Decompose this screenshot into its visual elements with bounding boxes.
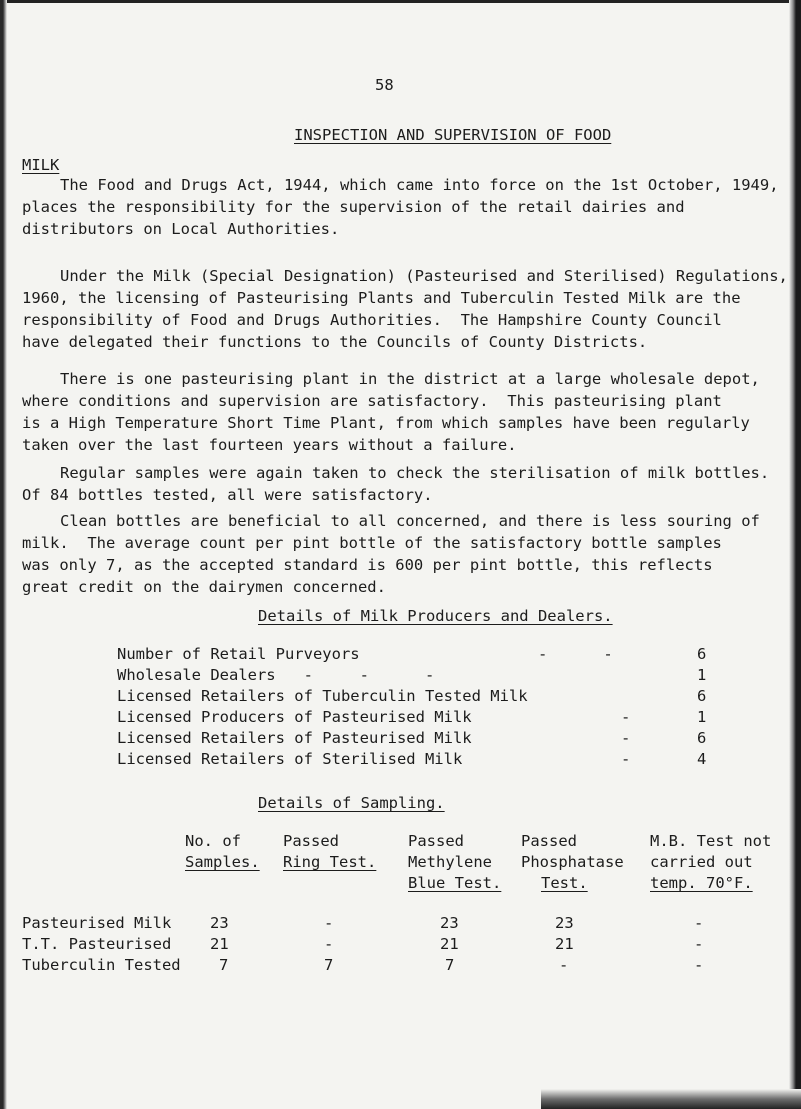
table-cell: 23 (440, 914, 459, 932)
paragraph-line: 1960, the licensing of Pasteurising Plants and Tuberculin Tested Milk are the (22, 289, 741, 307)
page-number: 58 (375, 76, 394, 94)
paragraph-line: taken over the last fourteen years without a failure. (22, 436, 517, 454)
paragraph-line: Clean bottles are beneficial to all concerned, and there is less souring of (60, 512, 760, 530)
paragraph-3 (22, 368, 786, 456)
paragraph-5 (22, 510, 786, 598)
paragraph-2 (22, 265, 786, 353)
producer-count: 6 (697, 729, 707, 747)
producer-count: 4 (697, 750, 707, 768)
table-cell: 7 (324, 956, 334, 974)
table-cell: 23 (555, 914, 574, 932)
table-cell: 7 (445, 956, 455, 974)
producer-count: 6 (697, 645, 707, 663)
table-row-label: Pasteurised Milk (22, 914, 172, 932)
scan-edge-left (0, 0, 7, 1109)
table-cell: 21 (440, 935, 459, 953)
table-cell: - (694, 935, 704, 953)
scan-edge-bottom (541, 1089, 801, 1109)
producer-dash: - (621, 750, 631, 768)
producer-count: 6 (697, 687, 707, 705)
scan-edge-top (0, 0, 801, 3)
table-row-label: T.T. Pasteurised (22, 935, 172, 953)
document-title: INSPECTION AND SUPERVISION OF FOOD (294, 126, 612, 144)
column-header: Phosphatase (521, 853, 624, 871)
column-header: Passed (283, 832, 339, 850)
paragraph-line: Regular samples were again taken to check the sterilisation of milk bottles. (60, 464, 770, 482)
table-cell: 23 (210, 914, 229, 932)
producer-label: Wholesale Dealers - - - (117, 666, 435, 684)
producer-count: 1 (697, 708, 707, 726)
producer-label: Licensed Retailers of Sterilised Milk (117, 750, 463, 768)
paragraph-line: was only 7, as the accepted standard is 600 per pint bottle, this reflects (22, 556, 713, 574)
paragraph-line: The Food and Drugs Act, 1944, which came into force on the 1st October, 1949, (60, 176, 779, 194)
column-header: Passed (521, 832, 577, 850)
producers-heading: Details of Milk Producers and Dealers. (258, 607, 613, 625)
table-cell: 7 (219, 956, 229, 974)
paragraph-4 (22, 462, 786, 506)
producer-dash: - (621, 708, 631, 726)
column-header: Test. (541, 874, 588, 892)
column-header: temp. 70°F. (650, 874, 753, 892)
producer-label: Licensed Retailers of Pasteurised Milk (117, 729, 472, 747)
column-header: No. of (185, 832, 241, 850)
producer-count: 1 (697, 666, 707, 684)
section-heading: MILK (22, 156, 60, 174)
producer-label: Licensed Producers of Pasteurised Milk (117, 708, 472, 726)
table-cell: - (559, 956, 569, 974)
table-cell: 21 (210, 935, 229, 953)
paragraph-line: Of 84 bottles tested, all were satisfactory. (22, 486, 433, 504)
column-header: Blue Test. (408, 874, 502, 892)
producer-label: Licensed Retailers of Tuberculin Tested Milk (117, 687, 528, 705)
paragraph-line: great credit on the dairymen concerned. (22, 578, 386, 596)
paragraph-line: There is one pasteurising plant in the district at a large wholesale depot, (60, 370, 760, 388)
table-cell: - (694, 956, 704, 974)
producer-dash: - (621, 729, 631, 747)
table-cell: - (694, 914, 704, 932)
sampling-heading: Details of Sampling. (258, 794, 445, 812)
producer-dash: - - (538, 645, 613, 663)
column-header: carried out (650, 853, 753, 871)
column-header: Passed (408, 832, 464, 850)
column-header: Ring Test. (283, 853, 377, 871)
table-row-label: Tuberculin Tested (22, 956, 181, 974)
paragraph-line: distributors on Local Authorities. (22, 220, 340, 238)
table-cell: 21 (555, 935, 574, 953)
paragraph-1 (22, 174, 786, 240)
producer-label: Number of Retail Purveyors (117, 645, 360, 663)
table-cell: - (324, 914, 334, 932)
paragraph-line: where conditions and supervision are satisfactory. This pasteurising plant (22, 392, 722, 410)
paragraph-line: milk. The average count per pint bottle of the satisfactory bottle samples (22, 534, 722, 552)
paragraph-line: responsibility of Food and Drugs Authorities. The Hampshire County Council (22, 311, 722, 329)
paragraph-line: have delegated their functions to the Councils of County Districts. (22, 333, 648, 351)
paragraph-line: places the responsibility for the supervision of the retail dairies and (22, 198, 685, 216)
column-header: M.B. Test not (650, 832, 772, 850)
column-header: Methylene (408, 853, 492, 871)
paragraph-line: is a High Temperature Short Time Plant, from which samples have been regularly (22, 414, 750, 432)
scan-edge-right (789, 0, 801, 1109)
paragraph-line: Under the Milk (Special Designation) (Pasteurised and Sterilised) Regulations, (60, 267, 788, 285)
table-cell: - (324, 935, 334, 953)
column-header: Samples. (185, 853, 260, 871)
